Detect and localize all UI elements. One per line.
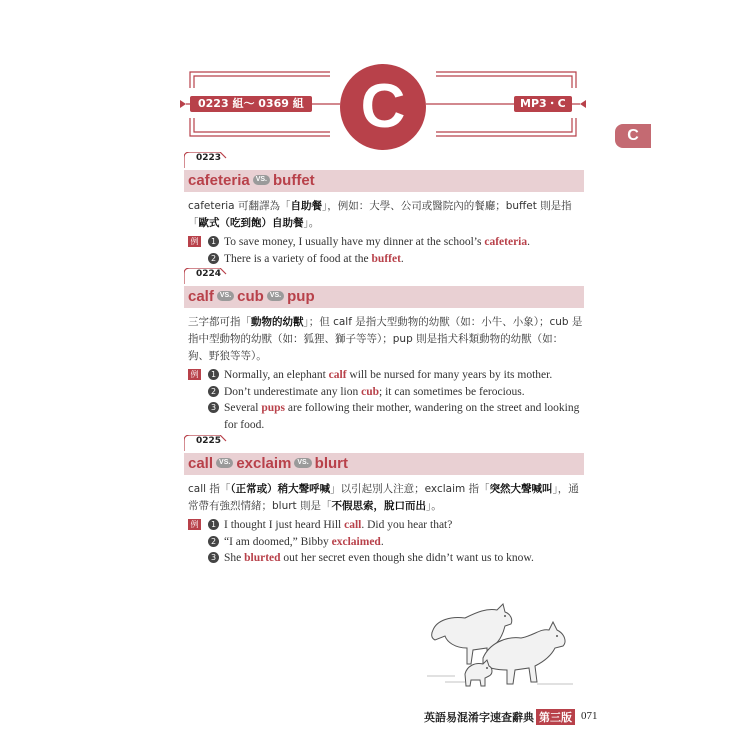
- headword: buffet: [273, 172, 315, 189]
- highlighted-word: cafeteria: [484, 236, 528, 248]
- vs-badge: VS.: [267, 291, 284, 301]
- entry-number: 0223: [196, 153, 222, 163]
- example-list: [188, 517, 584, 567]
- chapter-letter: C: [340, 64, 426, 150]
- highlighted-word: pups: [261, 402, 286, 415]
- entry-number-tag: [184, 268, 584, 284]
- explanation-segment: 」。: [303, 217, 320, 229]
- explanation-keyword: 自助餐: [290, 200, 322, 212]
- example-tag: 例: [188, 236, 201, 247]
- example-number: 1: [208, 369, 219, 380]
- example-number: 2: [208, 253, 219, 264]
- entry-number-tag: [184, 152, 584, 168]
- highlighted-word: buffet: [371, 252, 401, 265]
- example-tag: 例: [188, 369, 201, 380]
- example-sentence: [188, 550, 584, 567]
- headword: blurt: [314, 455, 348, 472]
- sentence-segment: will be nursed for many years by its mother.: [346, 369, 553, 381]
- explanation-segment: 」，例如：大學、公司或醫院內的餐廳；buffet 則是指「: [188, 200, 572, 229]
- sentence-segment: To save money, I usually have my dinner at the school’s: [224, 236, 485, 248]
- example-sentence: [188, 367, 584, 384]
- headword: calf: [188, 288, 214, 305]
- explanation-keyword: 動物的幼獸: [251, 316, 304, 328]
- highlighted-word: call: [344, 519, 362, 531]
- sentence-segment: Several: [224, 402, 262, 415]
- headword: pup: [287, 288, 315, 305]
- headword-bar: [184, 170, 584, 192]
- example-number: 3: [208, 552, 219, 563]
- explanation-keyword: 不假思索，脫口而出: [331, 500, 427, 512]
- highlighted-word: exclaimed: [331, 535, 381, 548]
- vs-badge: VS.: [216, 458, 233, 468]
- sentence-segment: .: [380, 535, 384, 548]
- book-title: 英語易混淆字速查辭典 第三版: [424, 709, 575, 725]
- highlighted-word: calf: [328, 369, 347, 381]
- sentence-segment: are following their mother, wandering on the street and looking for food.: [224, 402, 580, 431]
- explanation-segment: 」。: [426, 500, 442, 512]
- explanation-keyword: 歐式（吃到飽）自助餐: [198, 217, 304, 229]
- example-number: 2: [208, 386, 219, 397]
- explanation-segment: 三字都可指「: [188, 316, 251, 328]
- sentence-segment: .: [527, 236, 530, 248]
- example-sentence: [188, 384, 584, 401]
- entry-number: 0225: [196, 436, 222, 446]
- headword: cub: [237, 288, 264, 305]
- entry-0225: [184, 435, 584, 567]
- example-list: [188, 367, 584, 433]
- sentence-segment: There is a variety of food at the: [224, 252, 372, 265]
- explanation-segment: call 指「: [188, 483, 231, 495]
- example-sentence: [188, 534, 584, 551]
- example-list: [188, 234, 584, 267]
- example-sentence: [188, 517, 584, 534]
- entry-number: 0224: [196, 269, 222, 279]
- explanation-segment: 」以引起別人注意；exclaim 指「: [330, 483, 490, 495]
- headword: cafeteria: [188, 172, 250, 189]
- explanation-keyword: （正常或）稍大聲呼喊: [230, 483, 331, 495]
- vs-badge: VS.: [294, 458, 311, 468]
- vs-badge: VS.: [217, 291, 234, 301]
- sentence-segment: Normally, an elephant: [224, 369, 329, 381]
- explanation-text: [188, 198, 584, 232]
- edition-badge: 第三版: [536, 709, 575, 725]
- highlighted-word: blurted: [244, 552, 281, 565]
- sentence-segment: I thought I just heard Hill: [224, 519, 345, 531]
- sentence-segment: Don’t underestimate any lion: [224, 385, 362, 398]
- sentence-segment: . Did you hear that?: [361, 519, 453, 531]
- wolves-icon: [425, 596, 575, 688]
- entry-number-tag: [184, 435, 584, 451]
- example-number: 2: [208, 536, 219, 547]
- headword: call: [188, 455, 214, 472]
- mp3-track-label[interactable]: MP3・C: [514, 96, 572, 112]
- explanation-text: [188, 314, 584, 365]
- explanation-segment: cafeteria 可翻譯為「: [188, 200, 291, 212]
- vs-badge: VS.: [253, 175, 270, 185]
- page-number: 071: [581, 710, 598, 722]
- headword-bar: [184, 286, 584, 308]
- example-tag: 例: [188, 519, 201, 530]
- sentence-segment: She: [224, 552, 245, 565]
- explanation-text: [188, 481, 584, 515]
- sentence-segment: .: [400, 252, 404, 265]
- entry-range-label: 0223 組～ 0369 組: [190, 96, 312, 112]
- sentence-segment: ; it can sometimes be ferocious.: [379, 385, 525, 398]
- example-sentence: [188, 234, 584, 251]
- headword-bar: [184, 453, 584, 475]
- example-sentence: [188, 400, 584, 433]
- example-number: 1: [208, 519, 219, 530]
- example-sentence: [188, 251, 584, 268]
- entry-0223: [184, 152, 584, 267]
- explanation-segment: 」，通常帶有強烈情緒；blurt 則是「: [188, 483, 579, 512]
- explanation-segment: 」；但 calf 是指大型動物的幼獸（如：小牛、小象）；cub 是指中型動物的幼獸（如：狐狸、獅子等等）；pup 則是指犬科類動物的幼獸（如：狗、野狼等等）。: [188, 316, 583, 362]
- sentence-segment: “I am doomed,” Bibby: [224, 535, 332, 548]
- highlighted-word: cub: [361, 385, 380, 398]
- side-index-tab[interactable]: C: [615, 124, 651, 148]
- headword: exclaim: [236, 455, 292, 472]
- example-number: 3: [208, 402, 219, 413]
- sentence-segment: out her secret even though she didn’t want us to know.: [280, 552, 534, 565]
- explanation-keyword: 突然大聲喊叫: [489, 483, 553, 495]
- entry-0224: [184, 268, 584, 433]
- example-number: 1: [208, 236, 219, 247]
